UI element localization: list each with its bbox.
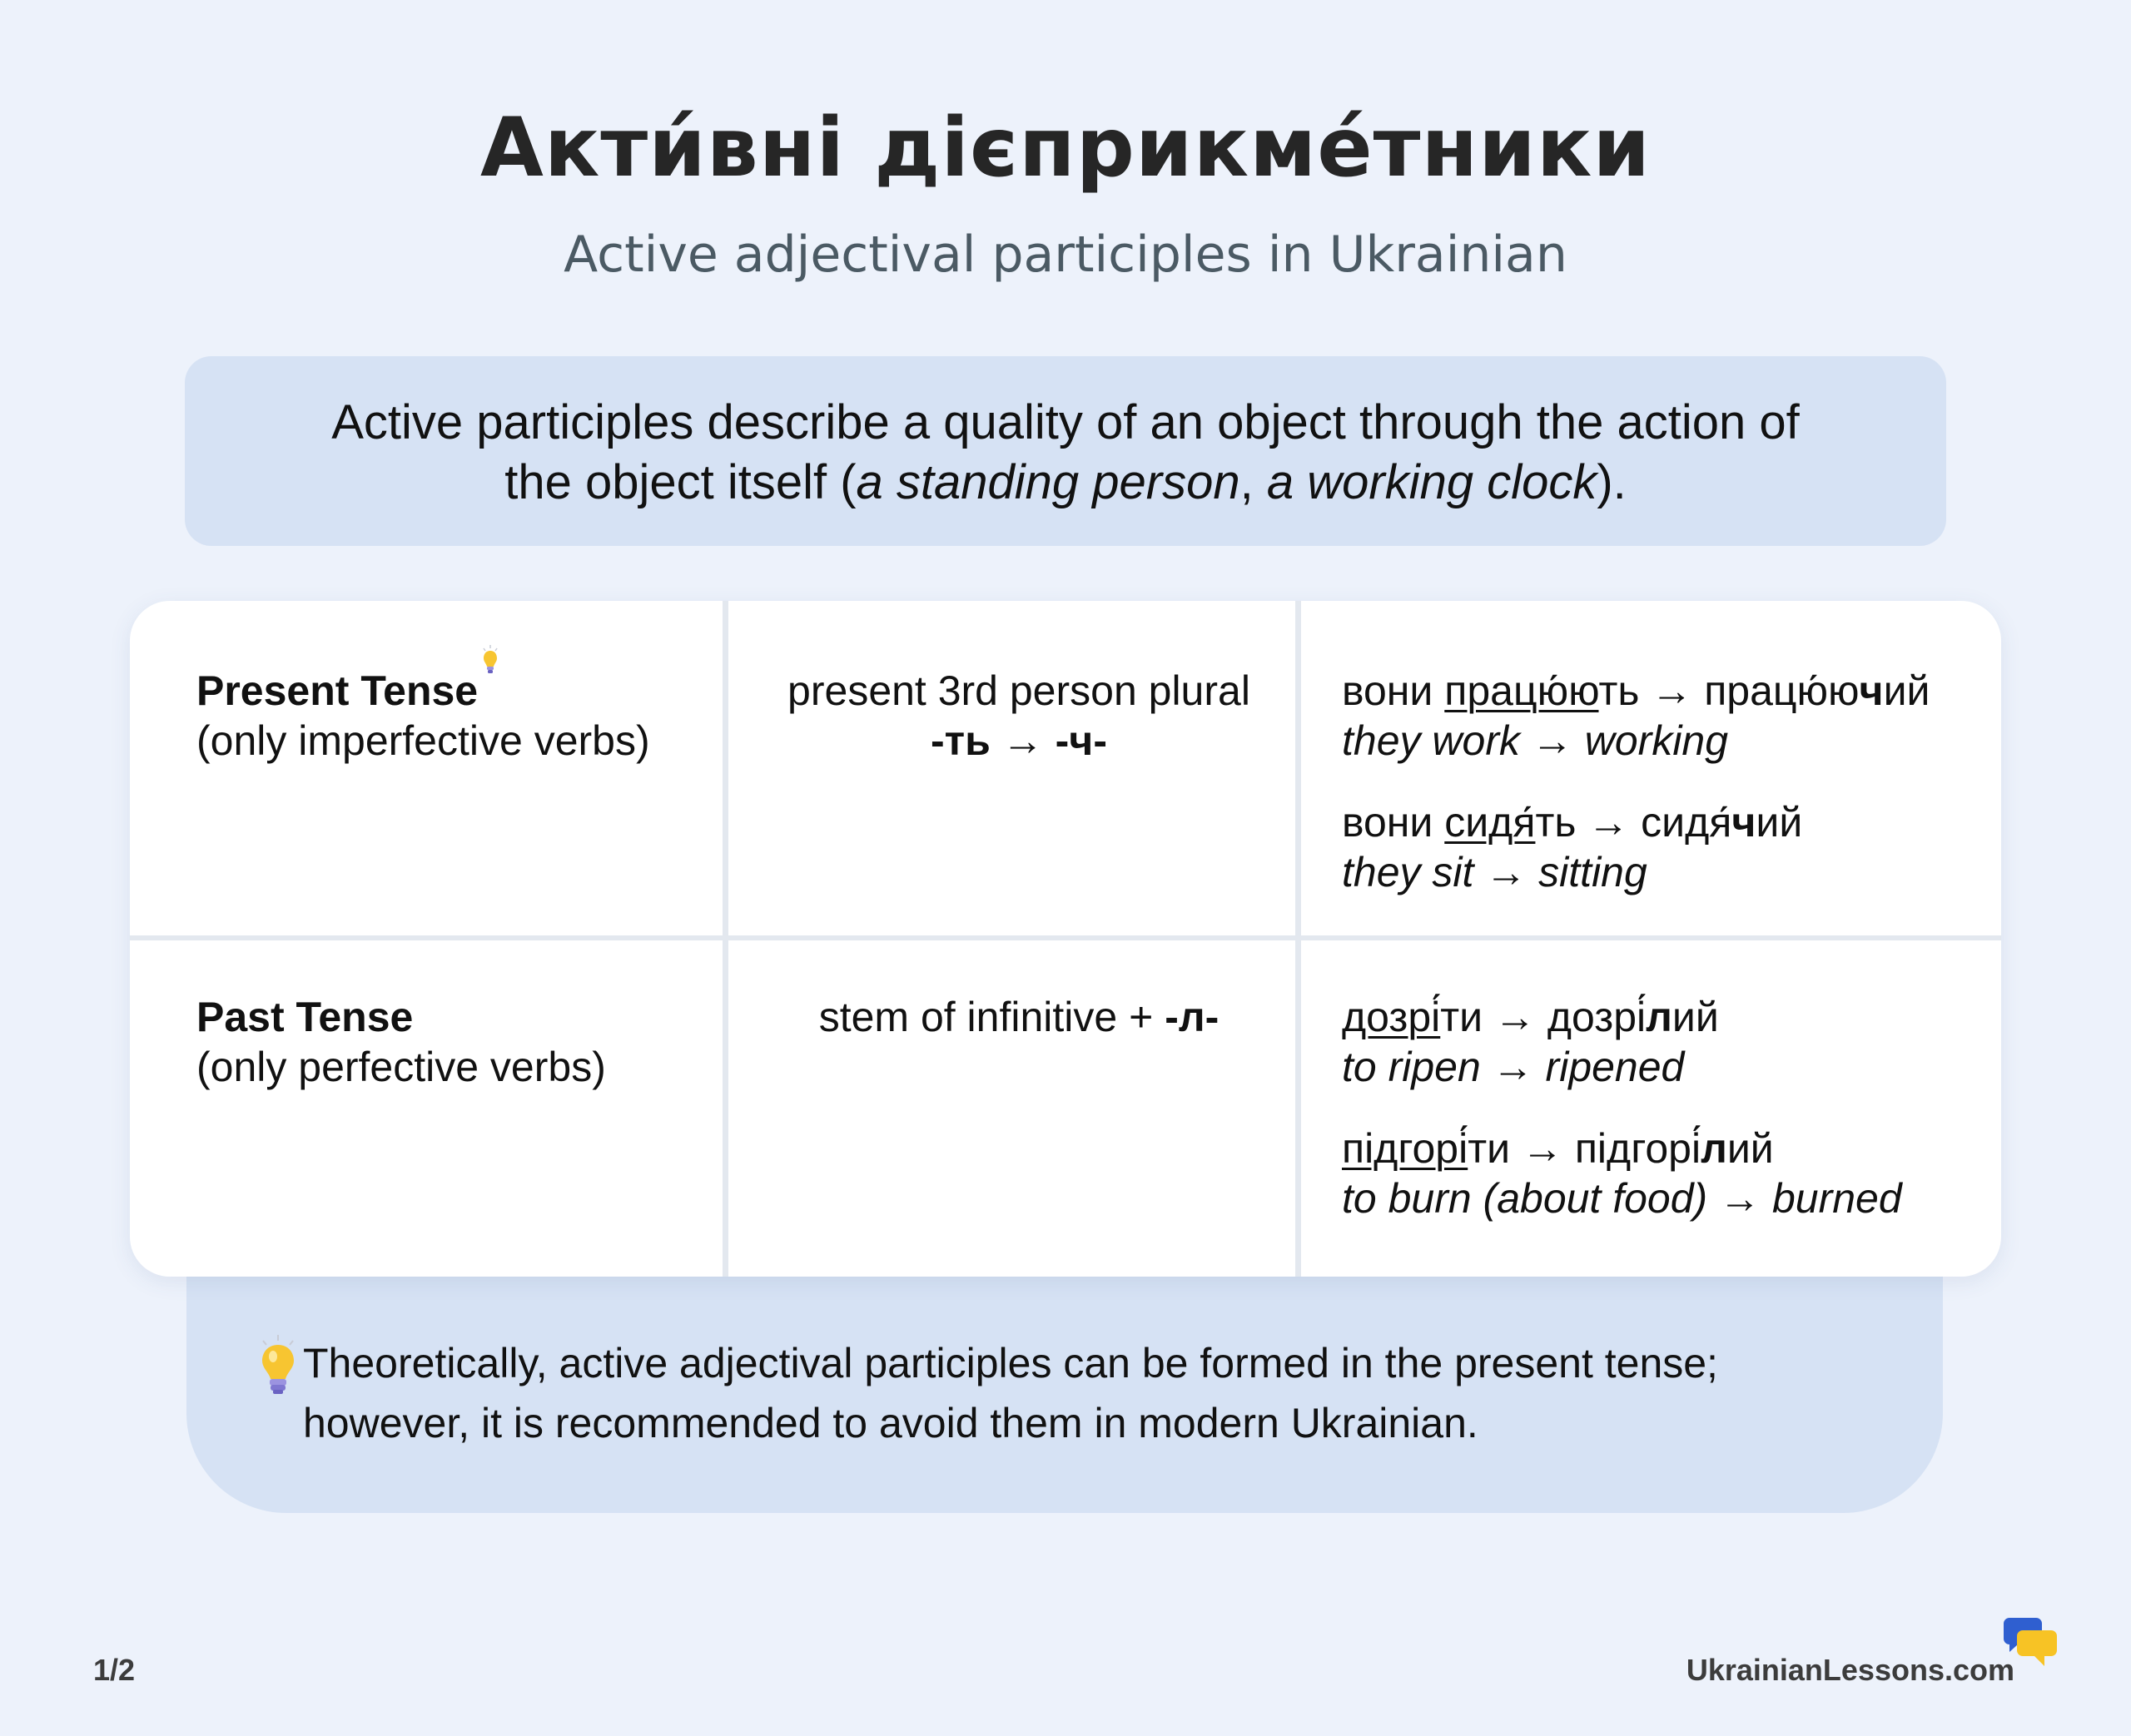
page-number: 1/2 [93,1653,136,1687]
example-prefix: вони [1342,799,1445,846]
example-stem: сидя́ [1444,799,1536,846]
past-tense-label-cell [196,992,713,1092]
example-item [1342,797,1991,897]
present-tense-examples-cell [1342,666,1991,897]
present-tense-rule-cell [736,666,1302,766]
intro-example-standing: a standing person [856,455,1240,509]
note-line-1: Theoretically, active adjectival participles can be formed in the present tense; [303,1340,1718,1386]
lightbulb-icon [479,644,501,677]
present-tense-label-cell [196,666,713,766]
past-tense-scope: (only perfective verbs) [196,1044,606,1090]
example-stem: працю́ю [1444,667,1599,714]
example-translation: to burn (about food) → burned [1342,1175,1902,1222]
present-tense-rule-suffix: -ть → -ч- [931,717,1107,764]
intro-separator: , [1239,455,1267,509]
page-title: Акти́вні дієприкме́тники [479,101,1652,196]
past-tense-rule-text: stem of infinitive + [818,994,1165,1040]
example-ending: ий [1726,1125,1774,1172]
page-subtitle: Active adjectival participles in Ukrainian [564,226,1567,284]
example-stem: дозрі́ [1342,994,1441,1040]
example-ending: ий [1883,667,1930,714]
intro-line-2-end: ). [1597,455,1627,509]
example-text: ть → працю́ю [1598,667,1860,714]
speech-bubbles-logo-icon [2003,1614,2058,1669]
example-translation: to ripen → ripened [1342,1044,1685,1090]
present-tense-scope: (only imperfective verbs) [196,717,650,764]
example-text: ти → дозрі́ [1440,994,1647,1040]
example-marker: л [1701,1125,1727,1172]
example-ending: ий [1756,799,1803,846]
lightbulb-icon [253,1333,303,1400]
past-tense-rule-suffix: -л- [1165,994,1219,1040]
past-tense-heading: Past Tense [196,994,414,1040]
example-item [1342,992,1991,1092]
example-marker: ч [1731,799,1756,846]
row-divider [130,935,2001,940]
example-ending: ий [1672,994,1719,1040]
intro-line-2 [185,453,1946,513]
present-tense-rule-text: present 3rd person plural [787,667,1250,714]
example-marker: ч [1859,667,1884,714]
note-text [303,1333,1868,1453]
intro-line-1: Active participles describe a quality of an object through the action of [331,395,1800,449]
example-marker: л [1646,994,1672,1040]
example-translation: they work → working [1342,717,1729,764]
example-item [1342,666,1991,766]
example-translation: they sit → sitting [1342,849,1647,895]
site-name: UkrainianLessons.com [1686,1653,2014,1687]
example-stem: підгорі́ [1342,1125,1468,1172]
note-line-2: however, it is recommended to avoid them in modern Ukrainian. [303,1400,1478,1446]
present-tense-heading: Present Tense [196,667,479,714]
intro-line-2-start: the object itself ( [504,455,857,509]
example-item [1342,1123,1991,1223]
past-tense-rule-cell [736,992,1302,1042]
past-tense-examples-cell [1342,992,1991,1223]
example-text: ть → сидя́ [1535,799,1732,846]
participles-table [130,601,2001,1277]
example-text: ти → підгорі́ [1468,1125,1701,1172]
intro-panel [185,356,1946,546]
intro-example-working: a working clock [1266,455,1597,509]
example-prefix: вони [1342,667,1445,714]
